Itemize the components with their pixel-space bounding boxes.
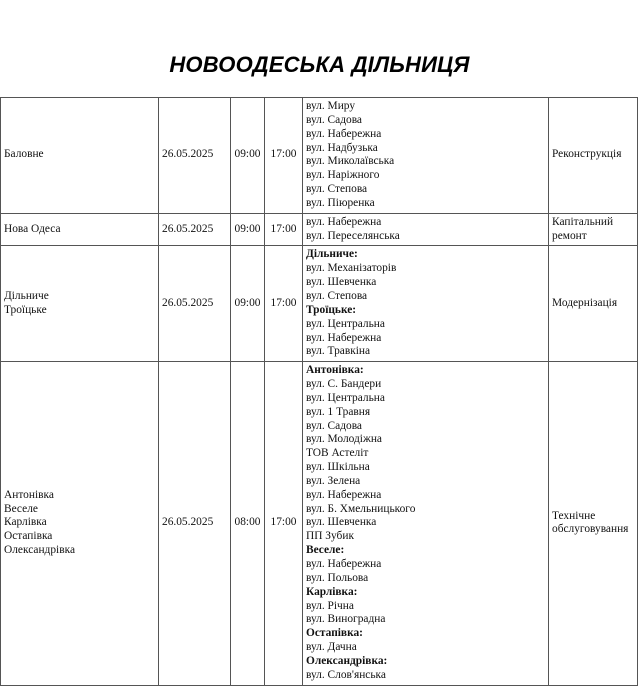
street-item: вул. Набережна — [306, 558, 382, 570]
street-item: вул. Шевченка — [306, 516, 377, 529]
start-time-cell: 08:00 — [231, 362, 265, 685]
outage-schedule-table — [0, 97, 638, 686]
locality-cell — [1, 362, 159, 685]
date-cell: 26.05.2025 — [159, 98, 231, 214]
locality-name: Антонівка — [4, 488, 54, 501]
street-item: вул. Зелена — [306, 474, 361, 487]
street-item: вул. Центральна — [306, 391, 385, 404]
work-type-cell: Реконструкція — [549, 98, 638, 214]
table-row — [1, 246, 638, 362]
street-item: вул. Миру — [306, 100, 356, 112]
street-item: вул. Надбузька — [306, 141, 378, 154]
street-item: вул. Садова — [306, 113, 362, 126]
table-row — [1, 213, 638, 246]
streets-cell — [303, 246, 549, 362]
village-heading: Карлівка: — [306, 585, 358, 598]
locality-name: Карлівка — [4, 516, 47, 529]
street-item: вул. Механізаторів — [306, 262, 397, 275]
street-item: вул. 1 Травня — [306, 405, 371, 418]
streets-cell — [303, 362, 549, 685]
street-item: вул. Набережна — [306, 488, 382, 501]
locality-name: Веселе — [4, 502, 38, 515]
street-item: вул. С. Бандери — [306, 378, 382, 391]
end-time-cell: 17:00 — [265, 213, 303, 246]
street-item: вул. Миколаївська — [306, 155, 395, 168]
work-type-cell: Капітальний ремонт — [549, 213, 638, 246]
locality-name: Троїцьке — [4, 303, 47, 316]
street-item: вул. Дачна — [306, 641, 357, 654]
locality-cell — [1, 246, 159, 362]
work-type-cell: Технічне обслуговування — [549, 362, 638, 685]
street-item: вул. Піюренка — [306, 196, 375, 209]
work-type-cell: Модернізація — [549, 246, 638, 362]
village-heading: Веселе: — [306, 544, 345, 557]
street-item: вул. Виноградна — [306, 613, 386, 626]
page-title: НОВООДЕСЬКА ДІЛЬНИЦЯ — [169, 52, 470, 77]
street-item: вул. Степова — [306, 289, 368, 302]
street-item: вул. Слов'янська — [306, 668, 386, 681]
date-cell: 26.05.2025 — [159, 213, 231, 246]
village-heading: Остапівка: — [306, 627, 363, 640]
street-item: вул. Молодіжна — [306, 433, 382, 446]
street-item: вул. Набережна — [306, 127, 382, 140]
table-row — [1, 362, 638, 685]
streets-cell — [303, 213, 549, 246]
street-item: вул. Центральна — [306, 317, 385, 330]
street-item: вул. Степова — [306, 183, 368, 196]
village-heading: Антонівка: — [306, 364, 364, 377]
table-row — [1, 98, 638, 214]
end-time-cell: 17:00 — [265, 246, 303, 362]
village-heading: Троїцьке: — [306, 303, 357, 316]
locality-name: Баловне — [4, 148, 44, 161]
locality-name: Остапівка — [4, 530, 53, 543]
locality-name: Дільниче — [4, 289, 49, 302]
street-item: вул. Набережна — [306, 331, 382, 344]
street-item: вул. Шкільна — [306, 461, 370, 474]
street-item: вул. Річна — [306, 599, 354, 612]
street-item: вул. Садова — [306, 419, 362, 432]
locality-name: Олександрівка — [4, 544, 76, 557]
end-time-cell: 17:00 — [265, 362, 303, 685]
date-cell: 26.05.2025 — [159, 362, 231, 685]
date-cell: 26.05.2025 — [159, 246, 231, 362]
locality-name: Нова Одеса — [4, 222, 61, 235]
street-item: вул. Переселянська — [306, 229, 400, 242]
street-item: вул. Шевченка — [306, 276, 377, 289]
start-time-cell: 09:00 — [231, 213, 265, 246]
village-heading: Олександрівка: — [306, 654, 388, 667]
locality-cell — [1, 213, 159, 246]
start-time-cell: 09:00 — [231, 98, 265, 214]
end-time-cell: 17:00 — [265, 98, 303, 214]
street-item: ПП Зубик — [306, 530, 354, 543]
street-item: вул. Травкіна — [306, 345, 371, 358]
street-item: вул. Наріжного — [306, 169, 380, 182]
street-item: ТОВ Астеліт — [306, 447, 369, 460]
street-item: вул. Б. Хмельницького — [306, 502, 416, 515]
start-time-cell: 09:00 — [231, 246, 265, 362]
street-item: вул. Набережна — [306, 215, 382, 228]
streets-cell — [303, 98, 549, 214]
table-body — [1, 98, 638, 686]
locality-cell — [1, 98, 159, 214]
street-item: вул. Польова — [306, 571, 369, 584]
village-heading: Дільниче: — [306, 248, 358, 261]
